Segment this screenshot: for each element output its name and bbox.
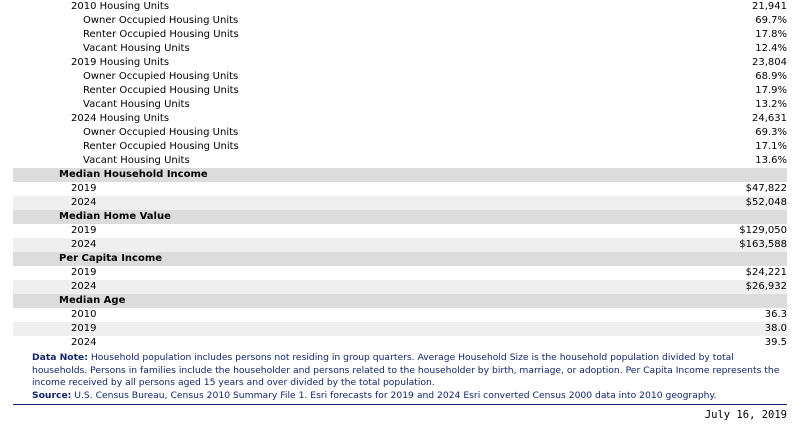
table-row: 2019 Housing Units 23,804 — [71, 57, 787, 68]
table-row: Renter Occupied Housing Units 17.9% — [83, 85, 787, 96]
table-row: 2019 $129,050 — [71, 225, 787, 236]
section-header: Per Capita Income — [13, 252, 787, 266]
table-row: 2019 38.0 — [13, 322, 787, 336]
section-header: Median Home Value — [13, 210, 787, 224]
table-row: Owner Occupied Housing Units 69.3% — [83, 127, 787, 138]
table-row: Renter Occupied Housing Units 17.8% — [83, 29, 787, 40]
table-row: 2010 Housing Units 21,941 — [71, 1, 787, 12]
section-header: Median Age — [13, 294, 787, 308]
report-date: July 16, 2019 — [704, 409, 787, 421]
table-row: 2024 $52,048 — [13, 196, 787, 210]
table-row: Vacant Housing Units 13.2% — [83, 99, 787, 110]
footnotes — [32, 352, 787, 402]
table-row: Owner Occupied Housing Units 68.9% — [83, 71, 787, 82]
data-note: Data Note: Household population includes persons not residing in group quarters. Average Household Size is the household population divided by total households. Persons in families include the householder and persons related to the householder by birth, marriage, or adoption. Per Capita Income represents the income received by all persons aged 15 years and over divided by the total population. — [32, 352, 780, 389]
table-row: Renter Occupied Housing Units 17.1% — [83, 141, 787, 152]
section-header: Median Household Income — [13, 168, 787, 182]
divider — [13, 404, 787, 405]
table-row: 2019 $24,221 — [71, 267, 787, 278]
table-row: 2024 Housing Units 24,631 — [71, 113, 787, 124]
table-row: Owner Occupied Housing Units 69.7% — [83, 15, 787, 26]
table-row: Vacant Housing Units 12.4% — [83, 43, 787, 54]
table-row: Vacant Housing Units 13.6% — [83, 155, 787, 166]
table-row: 2010 36.3 — [71, 309, 787, 320]
table-row: 2019 $47,822 — [71, 183, 787, 194]
table-row: 2024 39.5 — [71, 337, 787, 348]
table-row: 2024 $26,932 — [13, 280, 787, 294]
source-note: Source: U.S. Census Bureau, Census 2010 Summary File 1. Esri forecasts for 2019 and 2024 Esri converted Census 2000 data into 2010 geography. — [32, 389, 717, 401]
housing-table — [13, 0, 787, 350]
table-row: 2024 $163,588 — [13, 238, 787, 252]
